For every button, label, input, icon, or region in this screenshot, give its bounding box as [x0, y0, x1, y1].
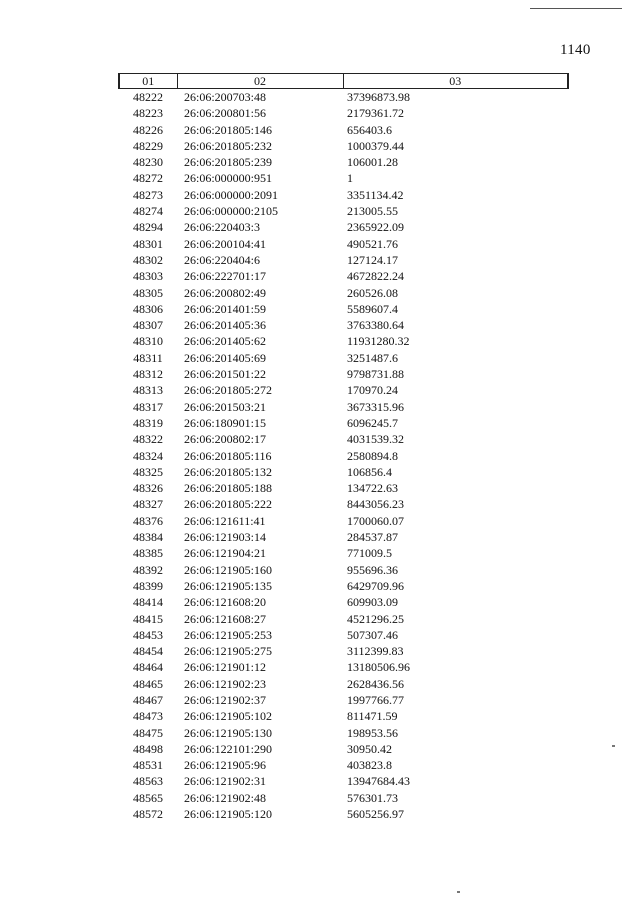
cell-03: 37396873.98 — [347, 90, 410, 104]
table-row — [119, 285, 568, 301]
cell-02: 26:06:201805:188 — [184, 481, 273, 496]
table-row — [119, 676, 568, 692]
table-row — [119, 529, 568, 545]
cell-02: 26:06:180901:15 — [184, 415, 267, 430]
cell-03: 30950.42 — [347, 741, 392, 756]
cell-03: 198953.56 — [347, 725, 398, 740]
table-row — [119, 773, 568, 789]
table-row — [119, 138, 568, 154]
table-row — [119, 105, 568, 121]
cell-03: 284537.87 — [347, 530, 398, 545]
cell-03: 170970.24 — [347, 383, 398, 398]
cell-02: 26:06:121904:21 — [184, 546, 267, 561]
table-row — [119, 399, 568, 415]
table-row — [119, 317, 568, 333]
cell-02: 26:06:201805:239 — [184, 155, 273, 170]
cell-01: 48301 — [133, 236, 163, 251]
cell-02: 26:06:000000:2091 — [184, 187, 279, 202]
table-row — [119, 578, 568, 594]
cell-01: 48305 — [133, 285, 163, 300]
cell-03: 2580894.8 — [347, 448, 398, 463]
cell-02: 26:06:201805:146 — [184, 122, 273, 137]
cell-02: 26:06:200801:56 — [184, 106, 267, 121]
cell-02: 26:06:122101:290 — [184, 741, 273, 756]
cell-01: 48322 — [133, 432, 163, 447]
table-row — [119, 89, 568, 106]
cell-03: 127124.17 — [347, 252, 398, 267]
cell-02: 26:06:121905:275 — [184, 644, 273, 659]
cell-01: 48317 — [133, 399, 163, 414]
cell-03: 260526.08 — [347, 285, 398, 300]
table-row — [119, 708, 568, 724]
table-row — [119, 513, 568, 529]
table-row — [119, 252, 568, 268]
cell-02: 26:06:121902:23 — [184, 676, 267, 691]
cell-02: 26:06:201805:116 — [184, 448, 272, 463]
table-row — [119, 627, 568, 643]
table-row — [119, 611, 568, 627]
cell-02: 26:06:121903:14 — [184, 530, 267, 545]
cell-01: 48302 — [133, 252, 163, 267]
cell-03: 3351134.42 — [347, 187, 404, 202]
table-row — [119, 219, 568, 235]
cell-02: 26:06:201805:222 — [184, 497, 273, 512]
table-row — [119, 594, 568, 610]
cell-01: 48230 — [133, 155, 163, 170]
table-row — [119, 366, 568, 382]
cell-03: 6096245.7 — [347, 415, 398, 430]
cell-01: 48392 — [133, 562, 163, 577]
column-header-02: 02 — [177, 74, 343, 89]
scan-speck — [457, 891, 460, 893]
table-row — [119, 382, 568, 398]
cell-01: 48464 — [133, 660, 163, 675]
table-row — [119, 187, 568, 203]
cell-03: 609903.09 — [347, 595, 398, 610]
cell-03: 8443056.23 — [347, 497, 404, 512]
cell-02: 26:06:200703:48 — [184, 90, 267, 104]
cell-02: 26:06:201405:62 — [184, 334, 267, 349]
cell-01: 48572 — [133, 807, 163, 822]
cell-02: 26:06:220403:3 — [184, 220, 261, 235]
table-row — [119, 170, 568, 186]
table-row — [119, 806, 568, 822]
cell-01: 48294 — [133, 220, 163, 235]
cell-03: 1 — [347, 171, 353, 186]
cell-03: 656403.6 — [347, 122, 392, 137]
cell-03: 1700060.07 — [347, 513, 404, 528]
cell-02: 26:06:121905:135 — [184, 578, 273, 593]
cell-02: 26:06:200802:49 — [184, 285, 267, 300]
cell-02: 26:06:222701:17 — [184, 269, 267, 284]
cell-02: 26:06:121905:120 — [184, 807, 273, 822]
cell-01: 48563 — [133, 774, 163, 789]
cell-03: 6429709.96 — [347, 578, 404, 593]
top-rule — [530, 8, 622, 9]
cell-03: 106856.4 — [347, 464, 392, 479]
cell-03: 134722.63 — [347, 481, 398, 496]
cell-01: 48531 — [133, 758, 163, 773]
cell-03: 3251487.6 — [347, 350, 398, 365]
cell-01: 48415 — [133, 611, 163, 626]
table-row — [119, 545, 568, 561]
cell-02: 26:06:200104:41 — [184, 236, 267, 251]
cell-01: 48399 — [133, 578, 163, 593]
cell-01: 48313 — [133, 383, 163, 398]
table-row — [119, 496, 568, 512]
cell-03: 1000379.44 — [347, 138, 404, 153]
cell-01: 48325 — [133, 464, 163, 479]
cell-03: 4521296.25 — [347, 611, 404, 626]
cell-03: 3673315.96 — [347, 399, 404, 414]
table-row — [119, 741, 568, 757]
cell-02: 26:06:000000:951 — [184, 171, 273, 186]
cell-01: 48498 — [133, 741, 163, 756]
cell-02: 26:06:201503:21 — [184, 399, 267, 414]
cell-01: 48467 — [133, 692, 163, 707]
data-table — [118, 73, 569, 822]
cell-03: 213005.55 — [347, 204, 398, 219]
cell-01: 48565 — [133, 790, 163, 805]
cell-01: 48324 — [133, 448, 163, 463]
cell-03: 3763380.64 — [347, 318, 404, 333]
cell-02: 26:06:201805:132 — [184, 464, 273, 479]
cell-03: 490521.76 — [347, 236, 398, 251]
cell-03: 576301.73 — [347, 790, 398, 805]
cell-01: 48272 — [133, 171, 163, 186]
cell-03: 9798731.88 — [347, 367, 404, 382]
cell-01: 48226 — [133, 122, 163, 137]
cell-02: 26:06:121902:48 — [184, 790, 267, 805]
cell-01: 48312 — [133, 367, 163, 382]
cell-02: 26:06:201405:69 — [184, 350, 267, 365]
column-header-01: 01 — [119, 74, 177, 89]
cell-02: 26:06:121901:12 — [184, 660, 267, 675]
table-row — [119, 757, 568, 773]
cell-02: 26:06:220404:6 — [184, 252, 261, 267]
cell-02: 26:06:121905:130 — [184, 725, 273, 740]
cell-01: 48306 — [133, 301, 163, 316]
cell-02: 26:06:000000:2105 — [184, 204, 279, 219]
cell-01: 48273 — [133, 187, 163, 202]
table-row — [119, 725, 568, 741]
cell-02: 26:06:201805:232 — [184, 138, 273, 153]
cell-01: 48475 — [133, 725, 163, 740]
cell-02: 26:06:121608:20 — [184, 595, 267, 610]
cell-01: 48414 — [133, 595, 163, 610]
table-row — [119, 268, 568, 284]
table-row — [119, 415, 568, 431]
table-row — [119, 643, 568, 659]
cell-02: 26:06:201805:272 — [184, 383, 273, 398]
table-row — [119, 659, 568, 675]
cell-01: 48222 — [133, 90, 163, 104]
cell-01: 48453 — [133, 627, 163, 642]
cell-03: 13947684.43 — [347, 774, 410, 789]
table-row — [119, 122, 568, 138]
page-number: 1140 — [560, 42, 591, 58]
scan-speck — [612, 745, 615, 747]
cell-03: 4031539.32 — [347, 432, 404, 447]
cell-02: 26:06:121902:31 — [184, 774, 267, 789]
cell-01: 48473 — [133, 709, 163, 724]
cell-01: 48327 — [133, 497, 163, 512]
cell-01: 48274 — [133, 204, 163, 219]
cell-03: 4672822.24 — [347, 269, 404, 284]
table-row — [119, 203, 568, 219]
table-row — [119, 236, 568, 252]
table-row — [119, 480, 568, 496]
cell-01: 48311 — [133, 350, 163, 365]
cell-01: 48303 — [133, 269, 163, 284]
cell-03: 771009.5 — [347, 546, 392, 561]
cell-03: 2365922.09 — [347, 220, 404, 235]
cell-03: 5605256.97 — [347, 807, 404, 822]
cell-03: 403823.8 — [347, 758, 392, 773]
table-row — [119, 154, 568, 170]
cell-03: 5589607.4 — [347, 301, 398, 316]
cell-02: 26:06:121905:96 — [184, 758, 267, 773]
cell-01: 48310 — [133, 334, 163, 349]
table-body — [119, 89, 568, 823]
cell-01: 48384 — [133, 530, 163, 545]
cell-01: 48229 — [133, 138, 163, 153]
cell-03: 11931280.32 — [347, 334, 410, 349]
cell-03: 106001.28 — [347, 155, 398, 170]
cell-02: 26:06:200802:17 — [184, 432, 267, 447]
table-row — [119, 790, 568, 806]
cell-03: 2628436.56 — [347, 676, 404, 691]
cell-01: 48376 — [133, 513, 163, 528]
table-row — [119, 692, 568, 708]
table-row — [119, 431, 568, 447]
cell-02: 26:06:121905:253 — [184, 627, 273, 642]
cell-02: 26:06:201401:59 — [184, 301, 267, 316]
table-row — [119, 562, 568, 578]
cell-01: 48326 — [133, 481, 163, 496]
cell-02: 26:06:121608:27 — [184, 611, 267, 626]
cell-02: 26:06:121611:41 — [184, 513, 266, 528]
cell-03: 955696.36 — [347, 562, 398, 577]
cell-02: 26:06:121905:160 — [184, 562, 273, 577]
table-row — [119, 350, 568, 366]
cell-02: 26:06:201405:36 — [184, 318, 267, 333]
cell-01: 48465 — [133, 676, 163, 691]
cell-03: 13180506.96 — [347, 660, 410, 675]
cell-03: 811471.59 — [347, 709, 398, 724]
table-row — [119, 301, 568, 317]
cell-02: 26:06:121905:102 — [184, 709, 273, 724]
cell-03: 2179361.72 — [347, 106, 404, 121]
cell-03: 507307.46 — [347, 627, 398, 642]
table-row — [119, 464, 568, 480]
table-row — [119, 333, 568, 349]
cell-02: 26:06:121902:37 — [184, 692, 267, 707]
cell-01: 48319 — [133, 415, 163, 430]
cell-02: 26:06:201501:22 — [184, 367, 267, 382]
table-header-row — [119, 74, 568, 89]
table-row — [119, 448, 568, 464]
cell-01: 48223 — [133, 106, 163, 121]
cell-01: 48454 — [133, 644, 163, 659]
column-header-03: 03 — [343, 74, 568, 89]
cell-03: 1997766.77 — [347, 692, 404, 707]
cell-01: 48385 — [133, 546, 163, 561]
cell-03: 3112399.83 — [347, 644, 404, 659]
cell-01: 48307 — [133, 318, 163, 333]
